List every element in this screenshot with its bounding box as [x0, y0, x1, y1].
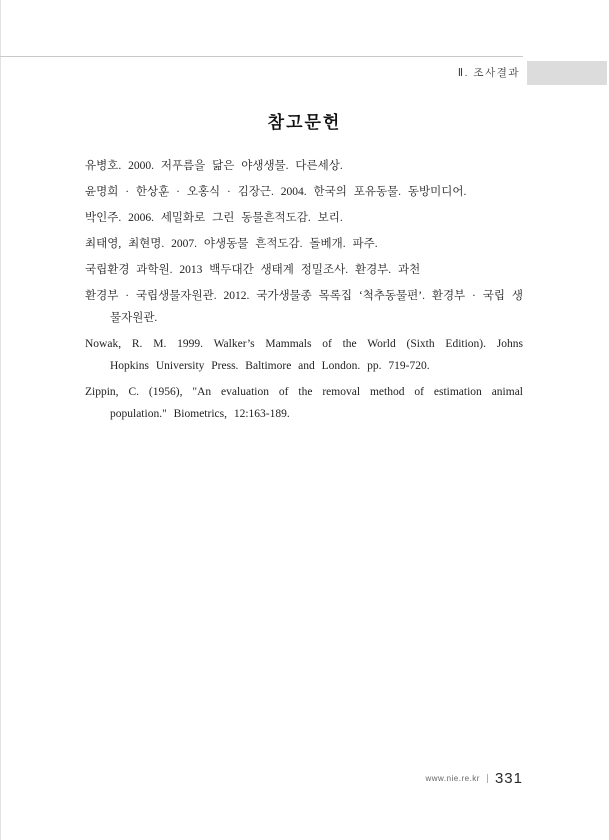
- footer-separator: [487, 774, 488, 783]
- reference-item: 최태영, 최현명. 2007. 야생동물 흔적도감. 돌베개. 파주.: [85, 238, 378, 250]
- reference-item: Zippin, C. (1956), "An evaluation of the removal method of estimation animal population." Biometrics, 12:163-189.: [85, 386, 523, 420]
- reference-list: [85, 155, 523, 429]
- reference-item: 윤명희 · 한상훈 · 오홍식 · 김장근. 2004. 한국의 포유동물. 동방미디어.: [85, 186, 467, 198]
- reference-item: Nowak, R. M. 1999. Walker’s Mammals of the World (Sixth Edition). Johns Hopkins University Press. Baltimore and London. pp. 719-720.: [85, 338, 523, 372]
- reference-item: 환경부 · 국립생물자원관. 2012. 국가생물종 목록집 ‘척추동물편’. 환경부 · 국립 생물자원관.: [85, 290, 523, 324]
- header-rule: [0, 56, 523, 57]
- section-breadcrumb: Ⅱ. 조사결과: [457, 67, 520, 79]
- footer-website: www.nie.re.kr: [425, 774, 480, 783]
- reference-item: 국립환경 과학원. 2013 백두대간 생태계 정밀조사. 환경부. 과천: [85, 264, 421, 276]
- reference-item: 유병호. 2000. 저푸름을 닮은 야생생물. 다른세상.: [85, 160, 343, 172]
- page-title: 참고문헌: [267, 113, 342, 132]
- footer-page-number: 331: [494, 770, 523, 787]
- reference-item: 박인주. 2006. 세밀화로 그린 동물흔적도감. 보리.: [85, 212, 343, 224]
- page-footer: [425, 770, 523, 787]
- section-tab-marker: [527, 61, 607, 85]
